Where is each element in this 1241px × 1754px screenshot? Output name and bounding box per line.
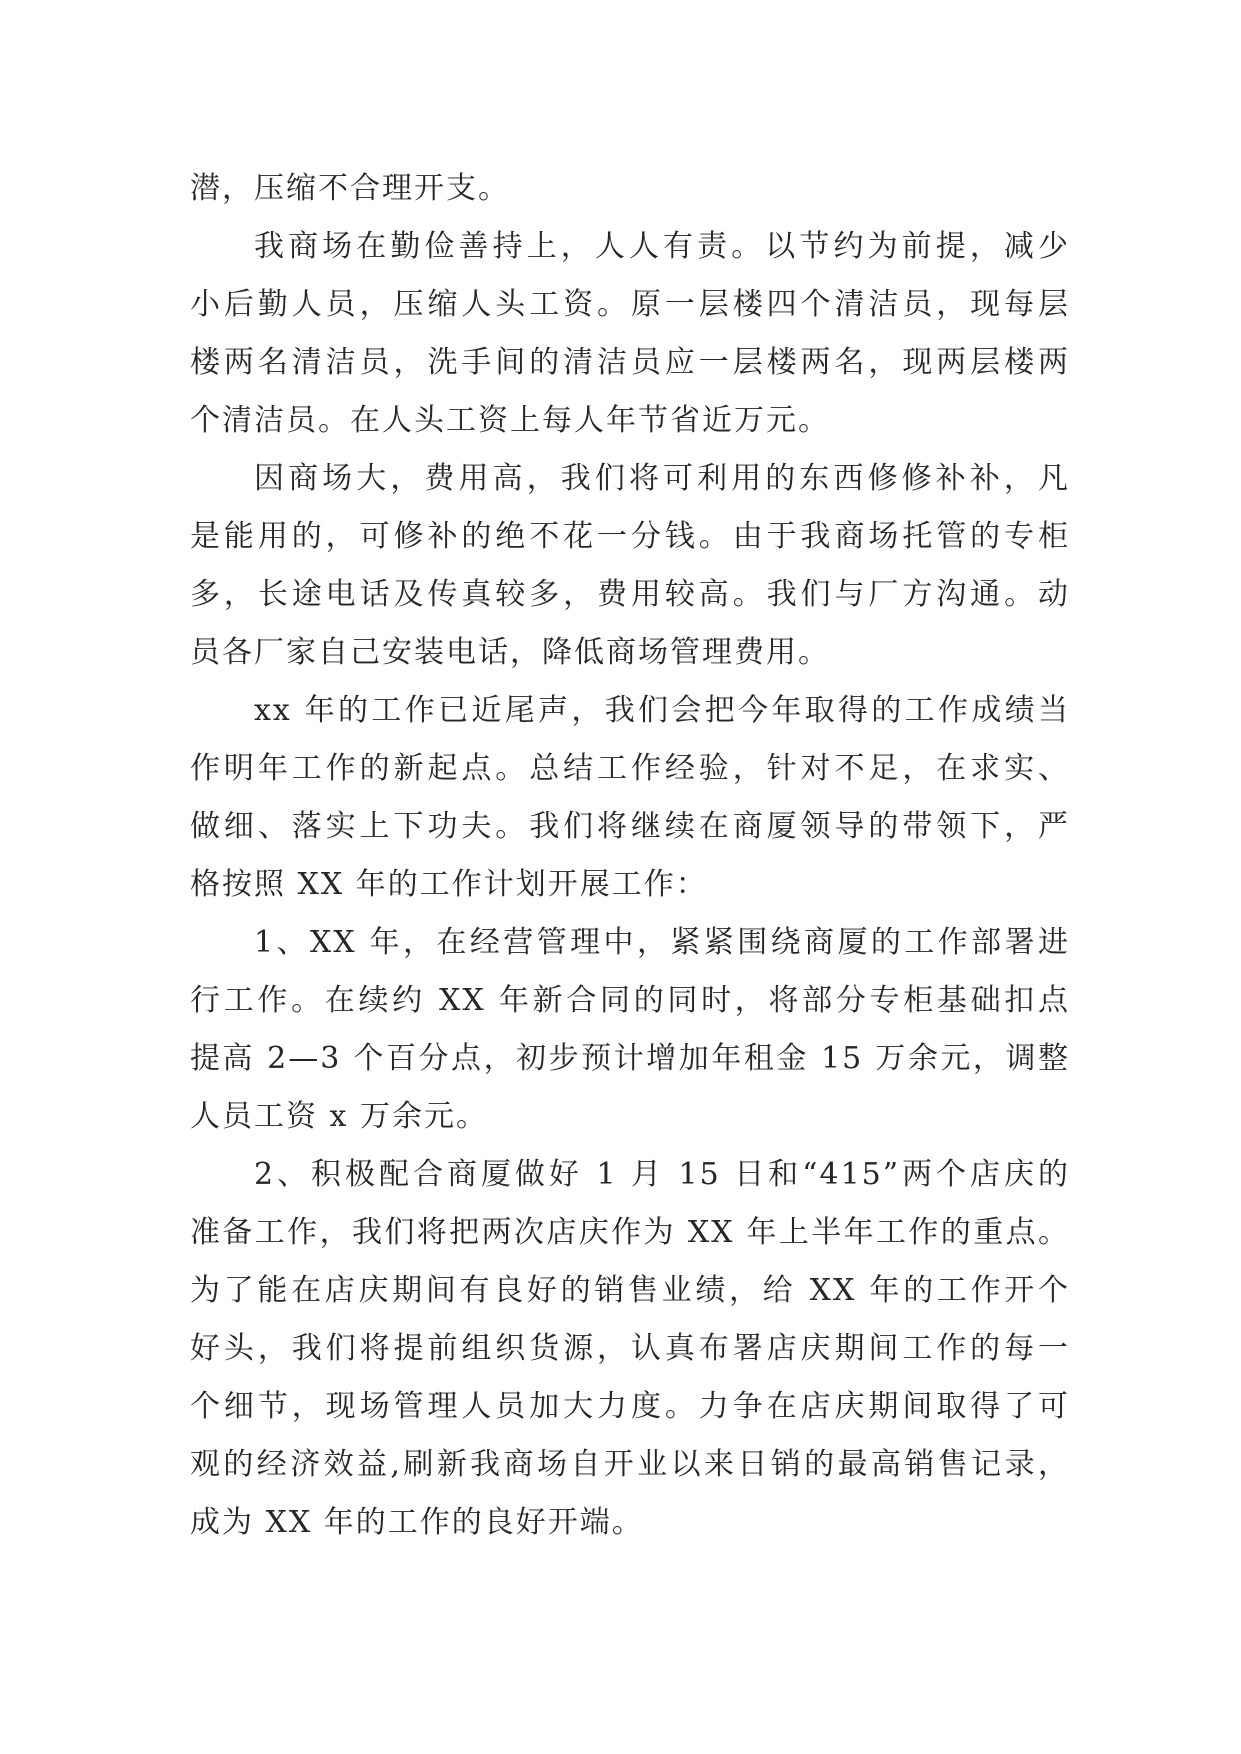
text-line: 格按照 XX 年的工作计划开展工作： bbox=[190, 867, 708, 902]
text-line: 我商场在勤俭善持上，人人有责。以节约为前提，减少 bbox=[254, 229, 1070, 264]
text-line: 1、XX 年，在经营管理中，紧紧围绕商厦的工作部署进 bbox=[254, 925, 1070, 960]
text-line: 做细、落实上下功夫。我们将继续在商厦领导的带领下，严 bbox=[190, 809, 1070, 844]
text-line: 好头，我们将提前组织货源，认真布署店庆期间工作的每一 bbox=[190, 1331, 1070, 1366]
text-line: 员各厂家自己安装电话，降低商场管理费用。 bbox=[190, 635, 830, 670]
document-body bbox=[190, 160, 1070, 1552]
text-line: 观的经济效益,刷新我商场自开业以来日销的最高销售记录， bbox=[190, 1447, 1070, 1482]
text-line: 是能用的，可修补的绝不花一分钱。由于我商场托管的专柜 bbox=[190, 519, 1070, 554]
text-line: 准备工作，我们将把两次店庆作为 XX 年上半年工作的重点。 bbox=[190, 1215, 1070, 1250]
text-line: 人员工资 x 万余元。 bbox=[190, 1099, 488, 1134]
text-line: 行工作。在续约 XX 年新合同的同时，将部分专柜基础扣点 bbox=[190, 983, 1070, 1018]
text-line: 个清洁员。在人头工资上每人年节省近万元。 bbox=[190, 403, 830, 438]
text-line: 提高 2—3 个百分点，初步预计增加年租金 15 万余元，调整 bbox=[190, 1041, 1070, 1076]
text-line: 成为 XX 年的工作的良好开端。 bbox=[190, 1505, 644, 1540]
text-line: 因商场大，费用高，我们将可利用的东西修修补补，凡 bbox=[254, 461, 1070, 496]
text-line: 作明年工作的新起点。总结工作经验，针对不足，在求实、 bbox=[190, 751, 1070, 786]
text-line: 个细节，现场管理人员加大力度。力争在店庆期间取得了可 bbox=[190, 1389, 1070, 1424]
text-line: 楼两名清洁员，洗手间的清洁员应一层楼两名，现两层楼两 bbox=[190, 345, 1070, 380]
text-line: 潜，压缩不合理开支。 bbox=[190, 171, 510, 206]
text-line: 为了能在店庆期间有良好的销售业绩，给 XX 年的工作开个 bbox=[190, 1273, 1070, 1308]
text-line: 小后勤人员，压缩人头工资。原一层楼四个清洁员，现每层 bbox=[190, 287, 1070, 322]
text-line: xx 年的工作已近尾声，我们会把今年取得的工作成绩当 bbox=[254, 693, 1070, 728]
text-line: 2、积极配合商厦做好 1 月 15 日和“415”两个店庆的 bbox=[254, 1157, 1070, 1192]
text-line: 多，长途电话及传真较多，费用较高。我们与厂方沟通。动 bbox=[190, 577, 1070, 612]
